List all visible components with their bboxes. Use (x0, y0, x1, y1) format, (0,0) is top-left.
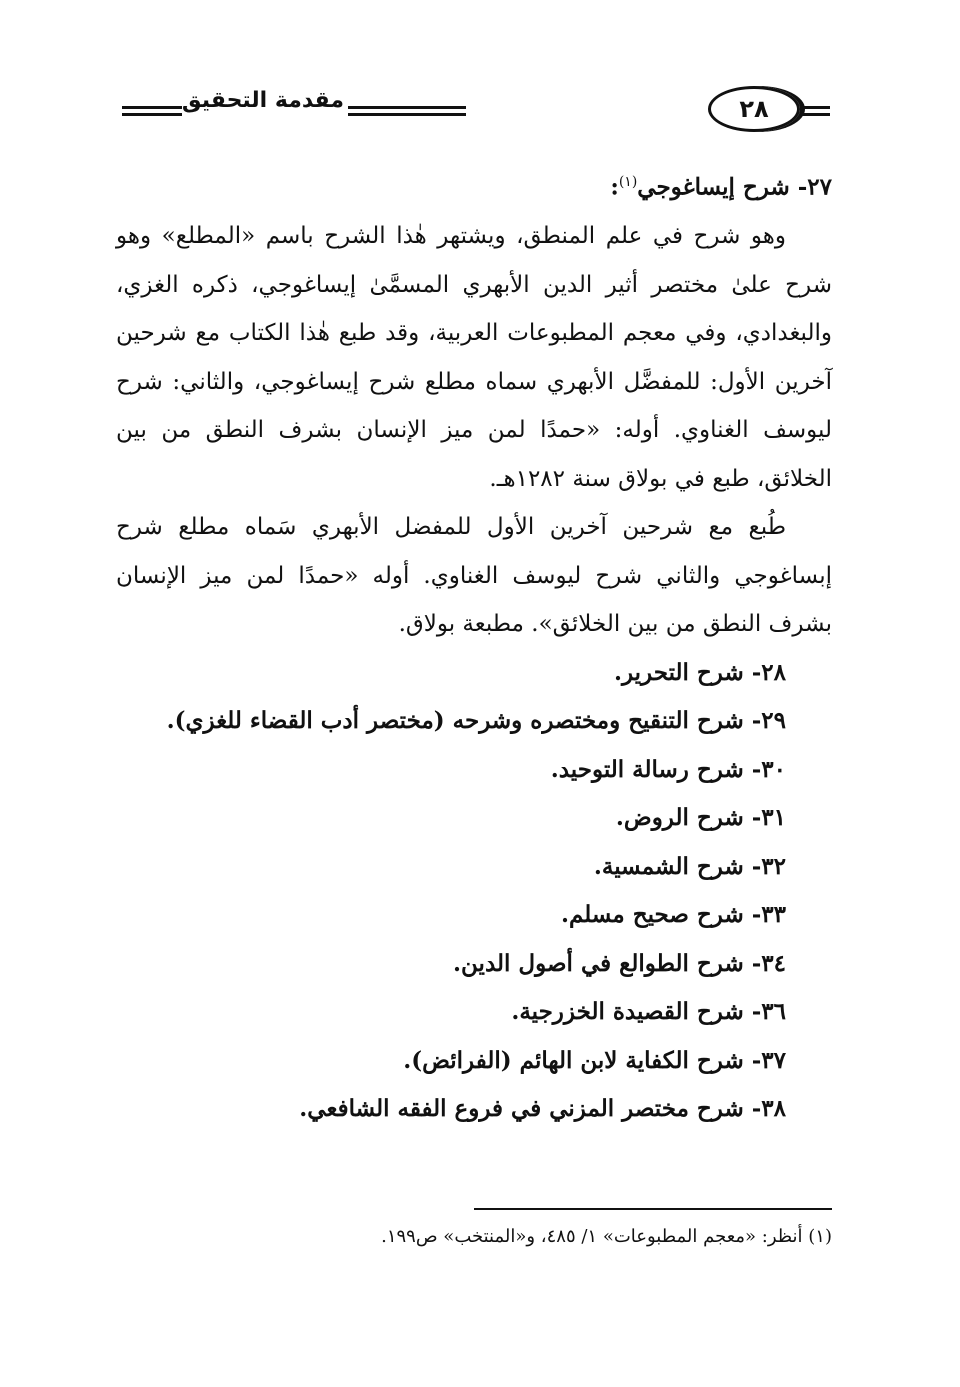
header-rule-right (800, 106, 830, 116)
list-item: ٣٤- شرح الطوالع في أصول الدين. (453, 949, 786, 977)
list-item: ٣٣- شرح صحيح مسلم. (560, 901, 786, 929)
page-number: ٢٨ (739, 95, 769, 123)
paragraph-printing: طُبع مع شرحين آخرين الأول للمفضل الأبهري سَماه مطلع شرح إبساغوجي والثاني شرح ليوسف الغناوي. أوله «حمدًا لمن ميز الإنسان بشرف النطق من بين الخلائق». مطبعة بولاق. (116, 514, 832, 638)
page-header (116, 84, 832, 134)
list-item: ٣٨- شرح مختصر المزني في فروع الفقه الشافعي. (299, 1095, 786, 1123)
running-title: مقدمة التحقيق (181, 88, 344, 113)
list-item: ٣٧- شرح الكفاية لابن الهائم (الفرائض). (403, 1046, 786, 1074)
entry-colon: : (610, 173, 619, 201)
footnote-marker: (١) (618, 174, 638, 190)
header-rule-middle (348, 106, 466, 116)
footnote-1: (١) أنظر: «معجم المطبوعات» ١/ ٤٨٥، و«المنتخب» ص١٩٩. (381, 1226, 832, 1247)
list-item: ٣٦- شرح القصيدة الخزرجية. (511, 998, 786, 1026)
entry-28: ٢٨- شرح التحرير. (613, 658, 786, 686)
footnote-separator (474, 1208, 832, 1210)
page-number-badge (708, 86, 800, 132)
entry-heading-27 (116, 158, 832, 212)
paragraph-description: وهو شرح في علم المنطق، ويشتهر هٰذا الشرح باسم «المطلع» وهو شرح علىٰ مختصر أثير الدين الأبهري المسمَّىٰ إيساغوجي، ذكره الغزي، والبغدادي، وفي معجم المطبوعات العربية، وقد طبع هٰذا الكتاب مع شرحين آخرين الأول: للمفضَّل الأبهري سماه مطلع شرح إيساغوجي، والثاني: شرح ليوسف الغناوي. أوله: «حمدًا لمن ميز الإنسان بشرف النطق من بين الخلائق، طبع في بولاق سنة ١٢٨٢هـ. (116, 223, 832, 492)
list-item: ٣١- شرح الروض. (615, 804, 786, 832)
entry-title-27: ٢٧- شرح إيساغوجي (637, 173, 832, 201)
list-item: ٣٢- شرح الشمسية. (593, 852, 786, 880)
entries-list (116, 746, 832, 1134)
page-body (116, 158, 832, 1134)
list-item: ٣٠- شرح رسالة التوحيد. (550, 755, 786, 783)
header-rule-left (122, 106, 182, 116)
entry-29: ٢٩- شرح التنقيح ومختصره وشرحه (مختصر أدب القضاء للغزي). (166, 707, 786, 735)
